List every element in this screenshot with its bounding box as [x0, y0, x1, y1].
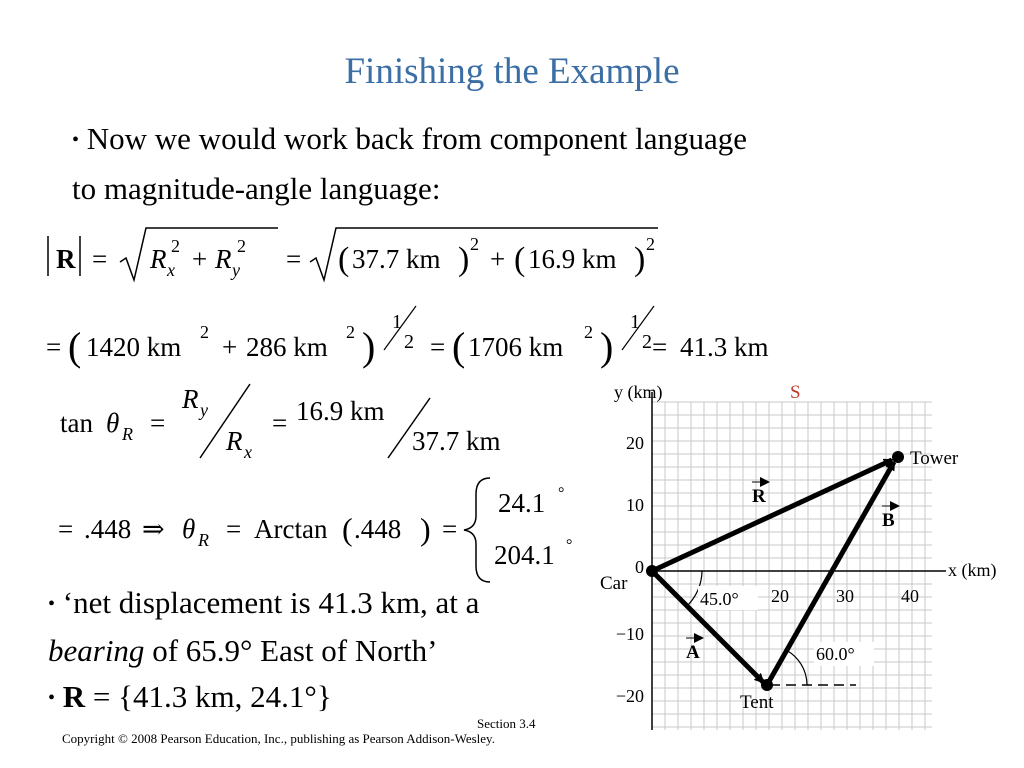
- vector-diagram: [590, 372, 1024, 752]
- tower-point: [892, 451, 904, 463]
- vector-r: [652, 460, 892, 571]
- svg-text:=: =: [430, 332, 446, 362]
- svg-text:+: +: [222, 332, 238, 362]
- eq4-option-1: 24.1: [498, 488, 546, 518]
- svg-text:2: 2: [584, 322, 593, 342]
- angle-b-label: 60.0°: [816, 644, 855, 664]
- svg-text:2: 2: [200, 322, 209, 342]
- vector-r-label: R: [752, 486, 766, 507]
- svg-text:1: 1: [392, 311, 402, 333]
- x-axis-label: x (km): [948, 560, 997, 580]
- bullet-3-bold: R: [62, 679, 86, 714]
- eq4-option-2: 204.1: [494, 540, 555, 570]
- equation-magnitude: [40, 222, 680, 288]
- svg-text:.448: .448: [84, 514, 132, 544]
- svg-text:y: y: [232, 260, 240, 280]
- svg-text:2: 2: [646, 234, 655, 254]
- y-tick-10: 10: [626, 495, 644, 515]
- equation-arctan: [50, 474, 590, 584]
- y-tick-0: 0: [635, 557, 644, 577]
- equation-tangent: [50, 378, 550, 468]
- svg-text:=: =: [46, 332, 62, 362]
- svg-text:⇒: ⇒: [142, 514, 165, 544]
- svg-text:1: 1: [630, 311, 640, 333]
- svg-text:=: =: [652, 332, 668, 362]
- eq2-result: 41.3 km: [680, 332, 769, 362]
- svg-text:2: 2: [404, 331, 414, 353]
- eq3-numerator: 16.9 km: [296, 396, 385, 426]
- vector-a-label: A: [686, 642, 700, 663]
- svg-text:=: =: [58, 514, 74, 544]
- bullet-1-line-2: to magnitude-angle language:: [72, 171, 441, 206]
- vector-b-label: B: [882, 510, 895, 531]
- svg-text:R: R: [198, 530, 209, 550]
- svg-text:R: R: [122, 424, 133, 444]
- bullet-3: • R = {41.3 km, 24.1°}: [48, 679, 332, 714]
- tent-label: Tent: [740, 692, 774, 713]
- eq1-r-symbol: R: [56, 244, 76, 274]
- bullet-1-line-1: Now we would work back from component language: [86, 121, 748, 156]
- section-label: Section 3.4: [477, 716, 536, 731]
- y-tick-neg10: −10: [615, 624, 644, 644]
- svg-text:): ): [600, 324, 614, 369]
- svg-text:R: R: [215, 244, 232, 274]
- svg-text:°: °: [558, 485, 565, 502]
- svg-text:R: R: [182, 384, 199, 414]
- svg-text:R: R: [150, 244, 167, 274]
- bullet-2-line-1: ‘net displacement is 41.3 km, at a: [62, 585, 480, 620]
- svg-text:(: (: [452, 324, 466, 369]
- svg-text:x: x: [244, 442, 252, 462]
- svg-text:°: °: [566, 537, 573, 554]
- svg-text:=: =: [442, 514, 458, 544]
- eq1-term-1: 37.7 km: [352, 244, 441, 274]
- y-axis-label: y (km): [614, 382, 663, 402]
- svg-text:R: R: [226, 426, 243, 456]
- car-point: [646, 565, 658, 577]
- svg-text:=: =: [150, 408, 166, 438]
- eq2-term-2: 286 km: [246, 332, 328, 362]
- car-label: Car: [600, 573, 628, 594]
- svg-text:(: (: [68, 324, 82, 369]
- s-marker: S: [790, 382, 801, 403]
- y-tick-neg20: −20: [615, 686, 644, 706]
- tent-point: [761, 679, 773, 691]
- svg-text:y: y: [200, 400, 208, 420]
- eq3-denominator: 37.7 km: [412, 426, 501, 456]
- bullet-2-line-2: bearing of 65.9° East of North’: [48, 633, 438, 668]
- svg-text:=: =: [272, 408, 288, 438]
- svg-text:): ): [634, 241, 646, 278]
- svg-text:): ): [420, 511, 431, 547]
- slide-title: Finishing the Example: [344, 51, 680, 92]
- svg-text:(: (: [342, 511, 353, 547]
- bullet-2-italic: bearing: [48, 633, 145, 668]
- eq2-sum: 1706 km: [468, 332, 564, 362]
- tower-label: Tower: [910, 448, 959, 469]
- svg-text:=: =: [92, 244, 108, 274]
- equation-expanded: [40, 298, 810, 378]
- y-tick-20: 20: [626, 433, 644, 453]
- svg-text:(: (: [338, 241, 350, 278]
- svg-text:=: =: [226, 514, 242, 544]
- eq2-term-1: 1420 km: [86, 332, 182, 362]
- svg-text:θ: θ: [182, 514, 196, 544]
- angle-a-label: 45.0°: [700, 589, 739, 609]
- grid: [652, 402, 932, 730]
- svg-text:2: 2: [642, 331, 652, 353]
- svg-text:2: 2: [237, 236, 246, 256]
- bullet-2: • ‘net displacement is 41.3 km, at a: [48, 585, 480, 620]
- svg-text:): ): [458, 241, 470, 278]
- svg-text:2: 2: [171, 236, 180, 256]
- svg-text:=: =: [286, 244, 302, 274]
- svg-text:+: +: [490, 244, 506, 274]
- x-tick-30: 30: [836, 586, 854, 606]
- eq1-term-2: 16.9 km: [528, 244, 617, 274]
- x-tick-40: 40: [901, 586, 919, 606]
- angle-b-arc: [786, 650, 807, 685]
- svg-text:tan: tan: [60, 408, 93, 438]
- svg-text:.448: .448: [354, 514, 402, 544]
- svg-text:+: +: [192, 244, 208, 274]
- svg-text:2: 2: [470, 234, 479, 254]
- svg-text:2: 2: [346, 322, 355, 342]
- x-tick-20: 20: [771, 586, 789, 606]
- bullet-1: [72, 120, 747, 159]
- bullet-marker: •: [72, 129, 80, 151]
- svg-text:(: (: [514, 241, 526, 278]
- copyright: Copyright © 2008 Pearson Education, Inc., publishing as Pearson Addison-Wesley.: [62, 731, 495, 746]
- svg-text:x: x: [167, 260, 175, 280]
- svg-text:Arctan: Arctan: [254, 514, 328, 544]
- svg-text:): ): [362, 324, 376, 369]
- svg-text:θ: θ: [106, 408, 120, 438]
